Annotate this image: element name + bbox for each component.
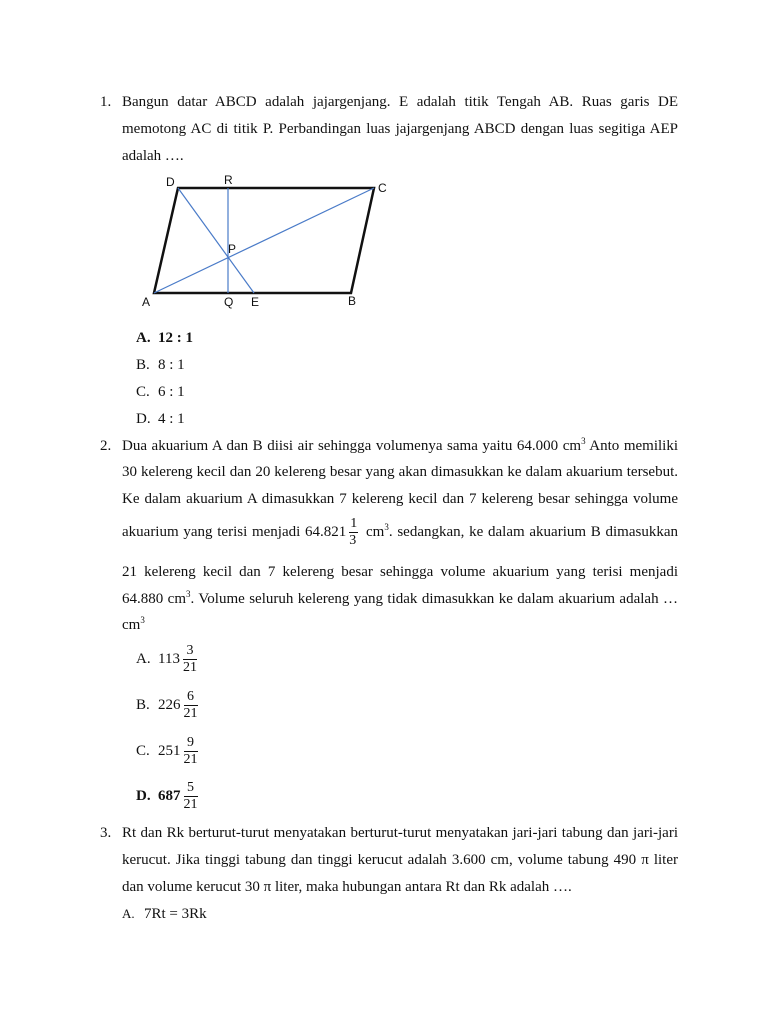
label-p: P [228,242,237,256]
option-d[interactable]: D. 687 $\frac{5}{21}$ [136,780,198,812]
option-b[interactable]: B. 226 $\frac{6}{21}$ [136,689,198,721]
segment-de [178,188,254,293]
option-label: B. [136,357,150,373]
label-c: C [378,181,387,195]
option-label: A. [136,330,151,346]
option-text: 6 : 1 [158,384,185,400]
option-text: 8 : 1 [158,357,185,373]
label-q: Q [224,295,234,309]
option-c[interactable]: C. 251 $\frac{9}{21}$ [136,735,198,767]
question-number: 2. [100,438,112,454]
parallelogram-diagram [130,168,400,318]
option-text: 12 : 1 [158,330,193,346]
question-text-line: 21 kelereng kecil dan 7 kelereng besar sehingga volume akuarium yang terisi menjadi [122,564,678,580]
question-text-line: memotong AC di titik P. Perbandingan luas jajargenjang ABCD dengan luas segitiga AEP [122,121,678,137]
option-label: C. [136,384,150,400]
question-text-line: akuarium yang terisi menjadi 64.821 $\frac{1}{3}$ $cm^3$. sedangkan, ke dalam akuarium B dimasukkan [122,516,678,548]
option-label: D. [136,411,151,427]
label-b: B [348,294,357,308]
question-text-line: Rt dan Rk berturut-turut menyatakan berturut-turut menyatakan jari-jari tabung dan jari-jari [122,825,678,841]
fraction: $\frac{1}{3}$ [349,516,358,548]
label-r: R [224,173,233,187]
option-a[interactable]: A. 113 $\frac{3}{21}$ [136,643,197,675]
question-text-line: 30 kelereng kecil dan 20 kelereng besar yang akan dimasukkan ke dalam akuarium tersebut. [122,464,678,480]
diagonal-ac [154,188,374,293]
question-text-line: $cm^3$ [122,615,145,633]
label-a: A [142,295,151,309]
question-text-line: 64.880 $cm^3$. Volume seluruh kelereng yang tidak dimasukkan ke dalam akuarium adalah … [122,589,678,607]
question-text-line: Dua akuarium A dan B diisi air sehingga volumenya sama yaitu 64.000 $cm^3$ Anto memiliki [122,436,678,454]
option-text: 4 : 1 [158,411,185,427]
label-d: D [166,175,175,189]
option-d[interactable] [136,411,185,428]
option-c[interactable] [136,384,185,401]
question-text-line: Ke dalam akuarium A dimasukkan 7 kelereng kecil dan 7 kelereng besar sehingga volume [122,491,678,507]
question-number: 1. [100,94,112,110]
question-number: 3. [100,825,112,841]
option-a[interactable] [136,330,193,347]
question-text-line: adalah …. [122,148,184,164]
question-text-line: dan volume kerucut 30 π liter, maka hubungan antara Rt dan Rk adalah …. [122,879,572,895]
option-b[interactable] [136,357,185,374]
question-text-line: kerucut. Jika tinggi tabung dan tinggi kerucut adalah 3.600 cm, volume tabung 490 π liter [122,852,678,868]
label-e: E [251,295,260,309]
question-text-line: Bangun datar ABCD adalah jajargenjang. E adalah titik Tengah AB. Ruas garis DE [122,94,678,110]
option-a[interactable]: A. 7Rt = 3Rk [122,906,207,922]
